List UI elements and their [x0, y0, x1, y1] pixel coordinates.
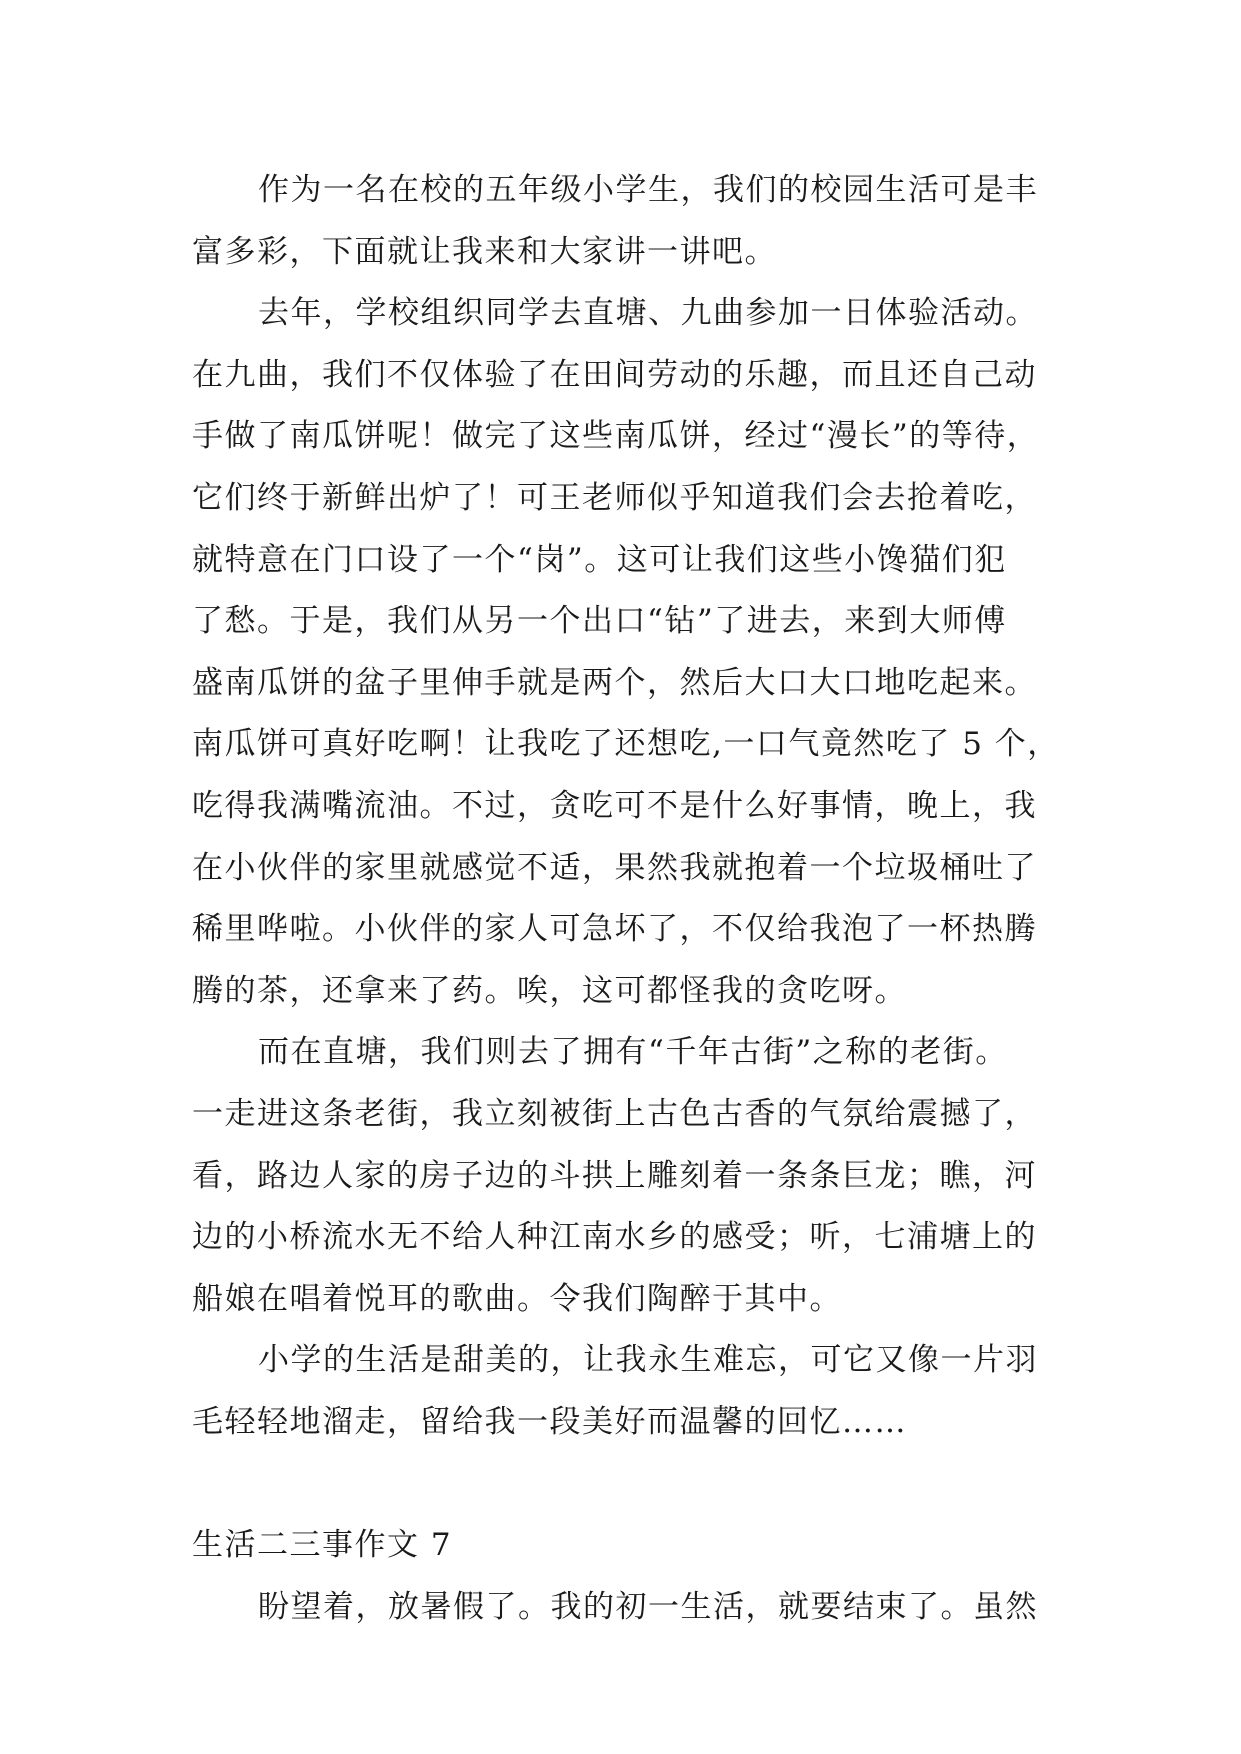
text-line: 一走进这条老街，我立刻被街上古色古香的气氛给震撼了， [192, 1095, 1037, 1132]
text-line: 去年，学校组织同学去直塘、九曲参加一日体验活动。 [258, 295, 1038, 332]
essay-body [192, 160, 1072, 1638]
text-line: 小学的生活是甜美的，让我永生难忘，可它又像一片羽 [258, 1342, 1038, 1379]
text-line: 腾的茶，还拿来了药。唉，这可都怪我的贪吃呀。 [192, 972, 907, 1009]
text-line: 边的小桥流水无不给人种江南水乡的感受；听，七浦塘上的 [192, 1219, 1037, 1256]
paragraph-4 [192, 1330, 1072, 1453]
paragraph-1 [192, 160, 1072, 283]
text-line: 在九曲，我们不仅体验了在田间劳动的乐趣，而且还自己动 [192, 356, 1037, 393]
section-title: 生活二三事作文 7 [192, 1527, 453, 1564]
paragraph-5 [192, 1577, 1072, 1639]
paragraph-3 [192, 1022, 1072, 1330]
text-line: 而在直塘，我们则去了拥有“千年古街”之称的老街。 [258, 1034, 1008, 1071]
text-line: 盼望着，放暑假了。我的初一生活，就要结束了。虽然 [258, 1588, 1038, 1625]
text-line: 了愁。于是，我们从另一个出口“钻”了进去，来到大师傅 [192, 603, 1007, 640]
text-line: 吃得我满嘴流油。不过，贪吃可不是什么好事情，晚上，我 [192, 787, 1037, 824]
text-line: 船娘在唱着悦耳的歌曲。令我们陶醉于其中。 [192, 1280, 842, 1317]
text-line: 南瓜饼可真好吃啊！让我吃了还想吃,一口气竟然吃了 5 个， [192, 726, 1060, 763]
text-line: 它们终于新鲜出炉了！可王老师似乎知道我们会去抢着吃， [192, 479, 1037, 516]
text-line: 就特意在门口设了一个“岗”。这可让我们这些小馋猫们犯 [192, 541, 1007, 578]
paragraph-2 [192, 283, 1072, 1022]
text-line: 盛南瓜饼的盆子里伸手就是两个，然后大口大口地吃起来。 [192, 664, 1037, 701]
text-line: 看，路边人家的房子边的斗拱上雕刻着一条条巨龙；瞧，河 [192, 1157, 1037, 1194]
text-line: 稀里哗啦。小伙伴的家人可急坏了，不仅给我泡了一杯热腾 [192, 911, 1037, 948]
text-line: 手做了南瓜饼呢！做完了这些南瓜饼，经过“漫长”的等待， [192, 418, 1040, 455]
text-line: 毛轻轻地溜走，留给我一段美好而温馨的回忆…… [192, 1403, 907, 1440]
spacer [192, 1453, 1072, 1515]
text-line: 作为一名在校的五年级小学生，我们的校园生活可是丰 [258, 172, 1038, 208]
text-line: 富多彩，下面就让我来和大家讲一讲吧。 [192, 233, 777, 270]
text-line: 在小伙伴的家里就感觉不适，果然我就抱着一个垃圾桶吐了 [192, 849, 1037, 886]
